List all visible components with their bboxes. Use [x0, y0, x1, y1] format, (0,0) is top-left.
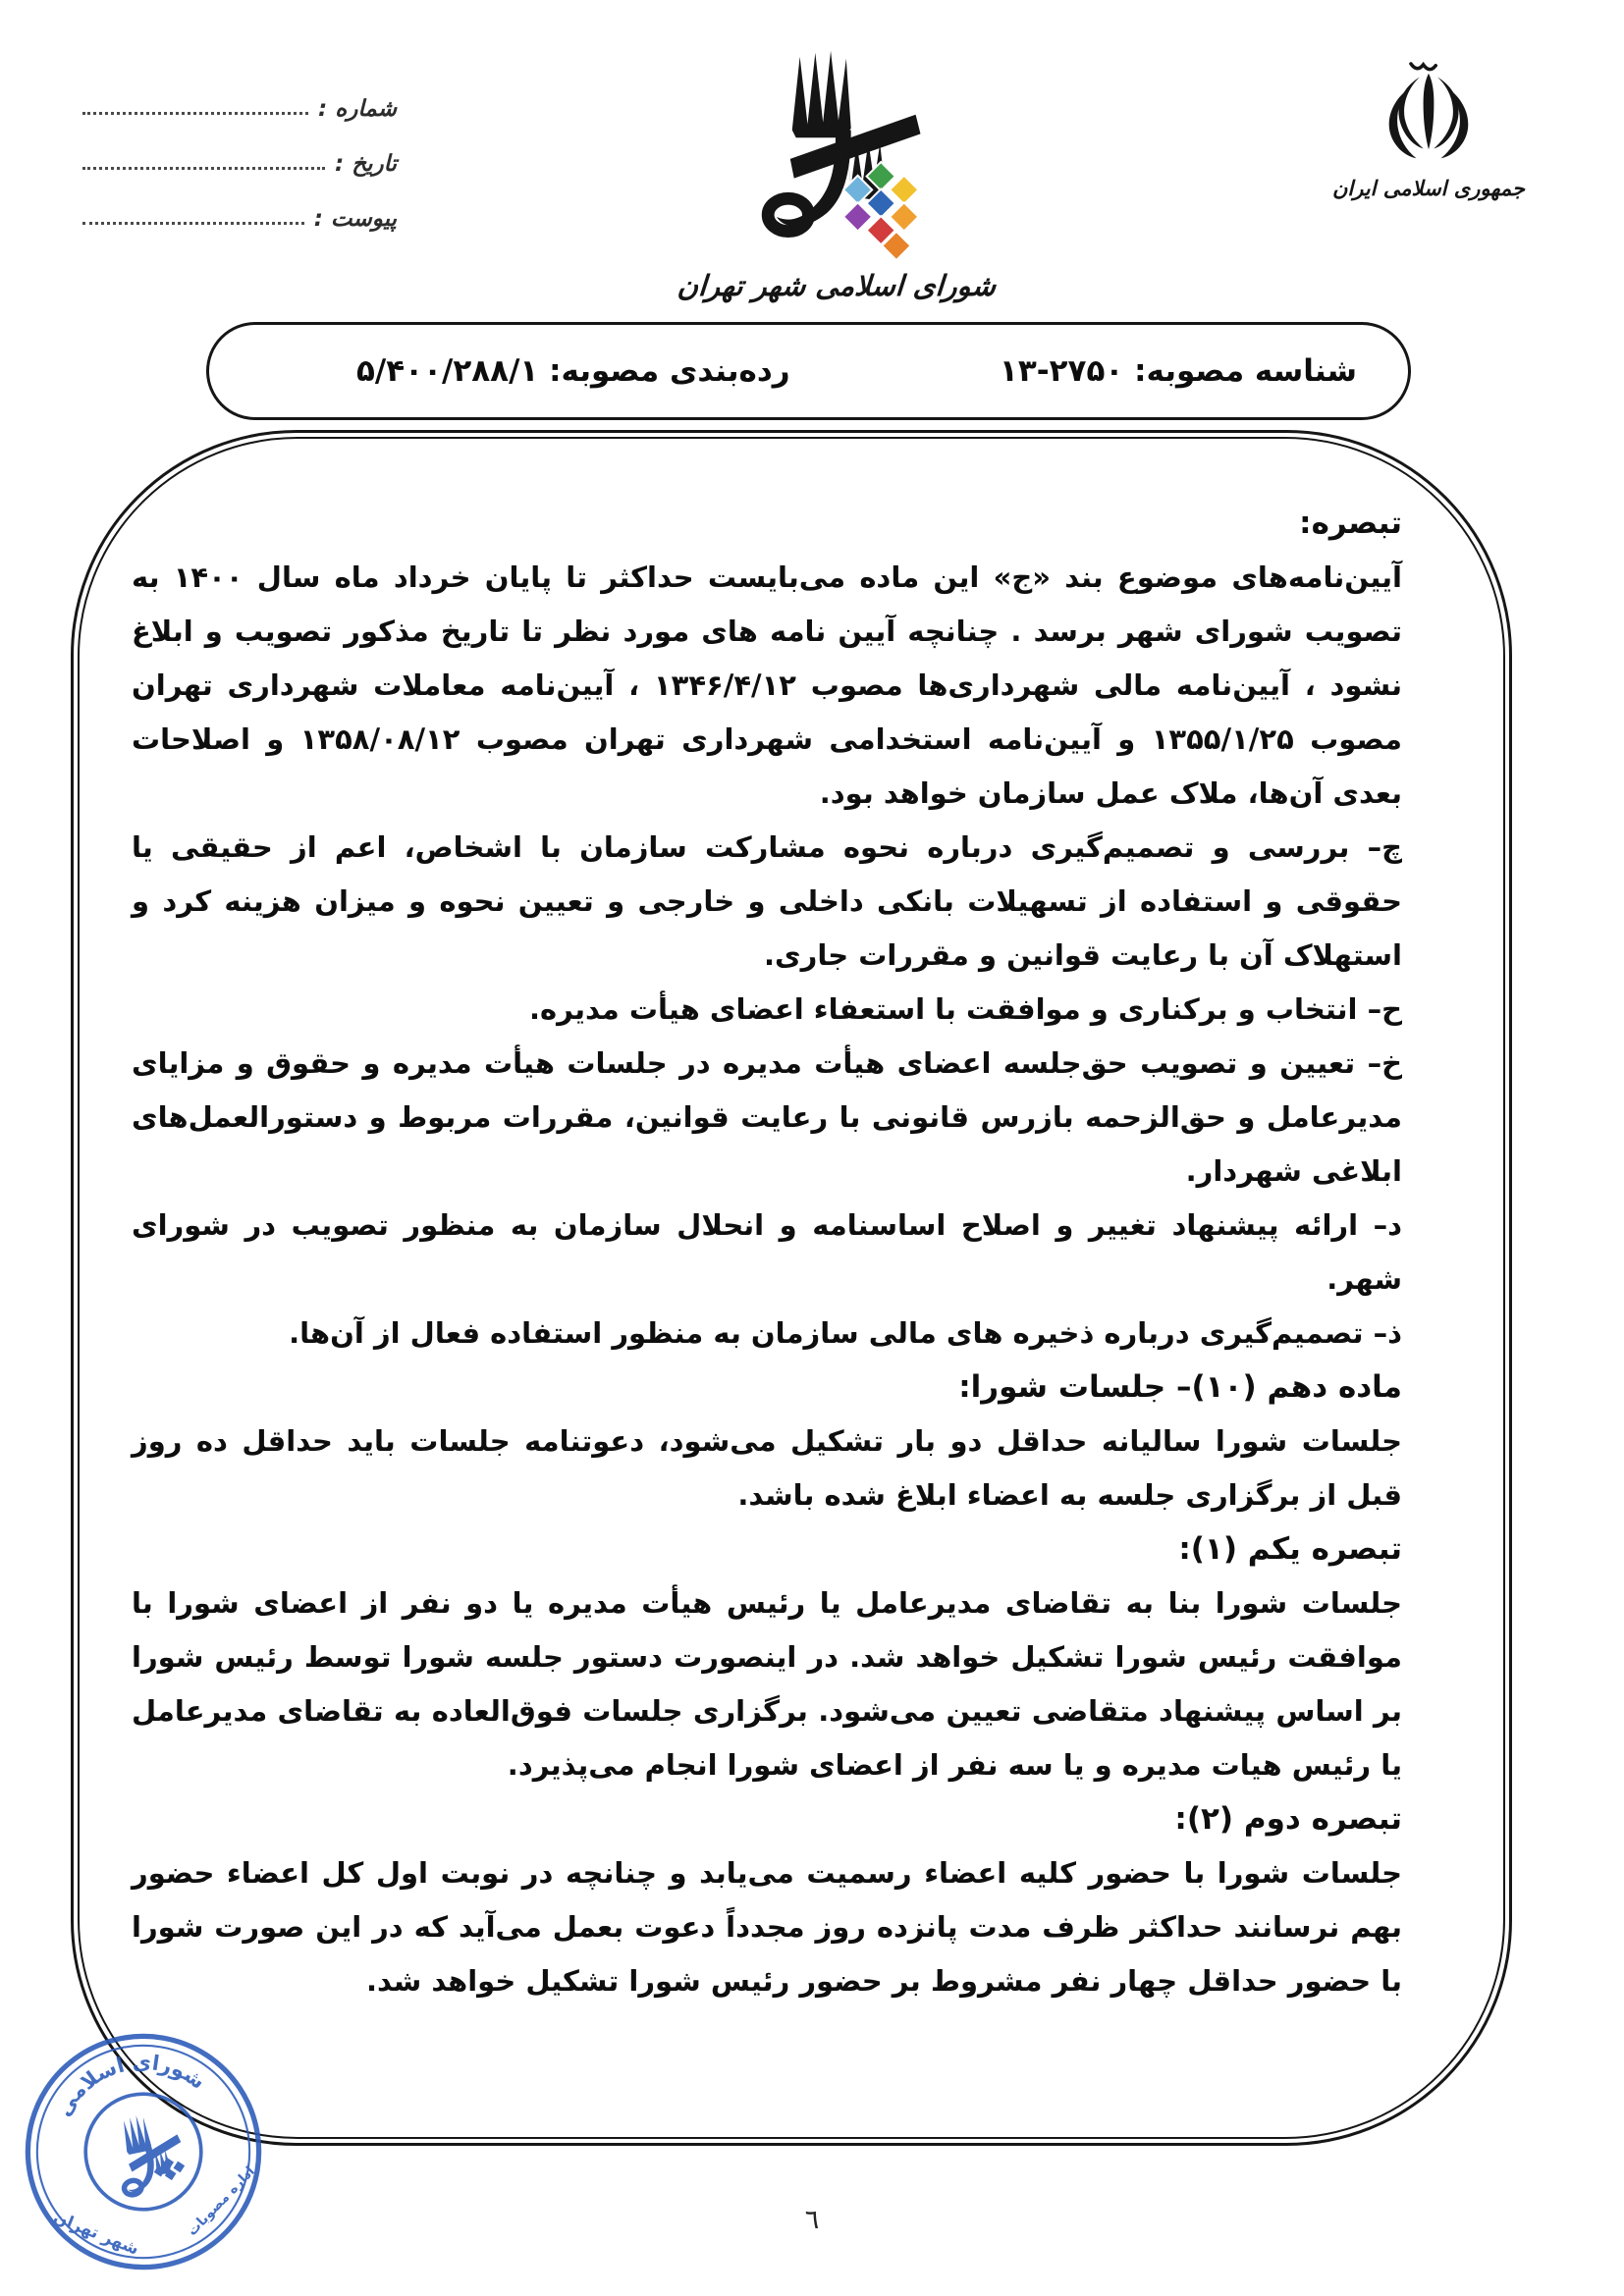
dotted-line: [82, 167, 325, 170]
section-heading: تبصره یکم (۱):: [1178, 1531, 1402, 1567]
national-emblem-caption: جمهوری اسلامی ایران: [1331, 177, 1526, 200]
national-emblem: [1316, 47, 1542, 200]
iran-emblem-icon: [1367, 47, 1490, 169]
field-number-label: شماره :: [318, 96, 397, 122]
dotted-line: [82, 222, 304, 225]
section-heading: تبصره:: [1299, 506, 1402, 541]
paragraph: جلسات شورا سالیانه حداقل دو بار تشکیل می‌شود، دعوتنامه جلسات باید حداقل ده روز قبل از برگزاری جلسه به اعضاء ابلاغ شده باشد.: [132, 1424, 1402, 1512]
council-logo-icon: [733, 41, 936, 269]
council-logo: [676, 41, 998, 302]
field-number: [82, 86, 397, 122]
stamp-arc-text: شورای اسلامی: [51, 2050, 210, 2120]
letterhead-fields: [82, 86, 397, 251]
official-stamp: [0, 2003, 291, 2296]
field-attachment-label: پیوست :: [313, 206, 397, 232]
paragraph: چ– بررسی و تصمیم‌گیری درباره نحوه مشارکت سازمان با اشخاص، اعم از حقیقی یا حقوقی و استفاده از تسهیلات بانکی داخلی و خارجی و تعیین نحوه و میزان هزینه کرد و استهلاک آن با رعایت قوانین و مقررات جاری.: [132, 830, 1402, 972]
official-stamp-icon: [0, 2003, 291, 2296]
stamp-logo-mark: [110, 2108, 189, 2197]
paragraph: آیین‌نامه‌های موضوع بند «ج» این ماده می‌بایست حداکثر تا پایان خرداد ماه سال ۱۴۰۰ به تصویب شورای شهر برسد . چنانچه آیین نامه های مورد نظر تا تاریخ مذکور تصویب و ابلاغ نشود ، آیین‌نامه مالی شهرداری‌ها مصوب ۱۳۴۶/۴/۱۲ ، آیین‌نامه معاملات شهرداری تهران مصوب ۱۳۵۵/۱/۲۵ و آیین‌نامه استخدامی شهرداری تهران مصوب ۱۳۵۸/۰۸/۱۲ و اصلاحات بعدی آن‌ها، ملاک عمل سازمان خواهد بود.: [132, 561, 1403, 810]
svg-text:شورای اسلامی: [43, 2036, 213, 2124]
dotted-line: [82, 112, 308, 115]
paragraph: جلسات شورا با حضور کلیه اعضاء رسمیت می‌یابد و چنانچه در نوبت اول کل اعضاء حضور بهم نرسانند حداکثر ظرف مدت پانزده روز مجدداً دعوت بعمل می‌آید که در این صورت شورا با حضور حداقل چهار نفر مشروط بر حضور رئیس شورا تشکیل خواهد شد.: [132, 1856, 1402, 1998]
paragraph: ح– انتخاب و برکناری و موافقت با استعفاء اعضای هیأت مدیره.: [528, 992, 1402, 1026]
field-attachment: [82, 196, 397, 232]
approval-id: شناسه مصوبه: ۲۷۵۰-۱۳: [999, 353, 1357, 389]
paragraph: ذ– تصمیم‌گیری درباره ذخیره های مالی سازمان به منظور استفاده فعال از آن‌ها.: [289, 1316, 1402, 1350]
stamp-right-text: اداره مصوبات: [184, 2163, 258, 2240]
page-number: ٦: [804, 2205, 820, 2235]
council-logo-caption: شورای اسلامی شهر تهران: [676, 269, 998, 302]
approval-classification: رده‌بندی مصوبه: ۵/۴۰۰/۲۸۸/۱: [356, 353, 790, 389]
paragraph: جلسات شورا بنا به تقاضای مدیرعامل یا رئیس هیأت مدیره یا دو نفر از اعضای شورا با موافقت رئیس شورا تشکیل خواهد شد. در اینصورت دستور جلسه شورا توسط رئیس شورا بر اساس پیشنهاد متقاضی تعیین می‌شود. برگزاری جلسات فوق‌العاده به تقاضای مدیرعامل یا رئیس هیات مدیره و یا سه نفر از اعضای شورا انجام می‌پذیرد.: [132, 1586, 1402, 1782]
paragraph: د– ارائه پیشنهاد تغییر و اصلاح اساسنامه و انحلال سازمان به منظور تصویب در شورای شهر.: [132, 1208, 1402, 1296]
paragraph: خ– تعیین و تصویب حق‌جلسه اعضای هیأت مدیره در جلسات هیأت مدیره و حقوق و مزایای مدیرعامل و حق‌الزحمه بازرس قانونی با رعایت قوانین، مقررات مربوط و دستورالعمل‌های ابلاغی شهردار.: [132, 1046, 1402, 1188]
field-date: [82, 141, 397, 177]
document-body: [132, 497, 1402, 2008]
section-heading: تبصره دوم (۲):: [1174, 1801, 1402, 1837]
approval-banner: [206, 322, 1411, 420]
stamp-left-text: شهر تهران: [50, 2206, 142, 2259]
field-date-label: تاریخ :: [335, 151, 397, 177]
section-heading: ماده دهم (۱۰)– جلسات شورا:: [958, 1369, 1402, 1405]
